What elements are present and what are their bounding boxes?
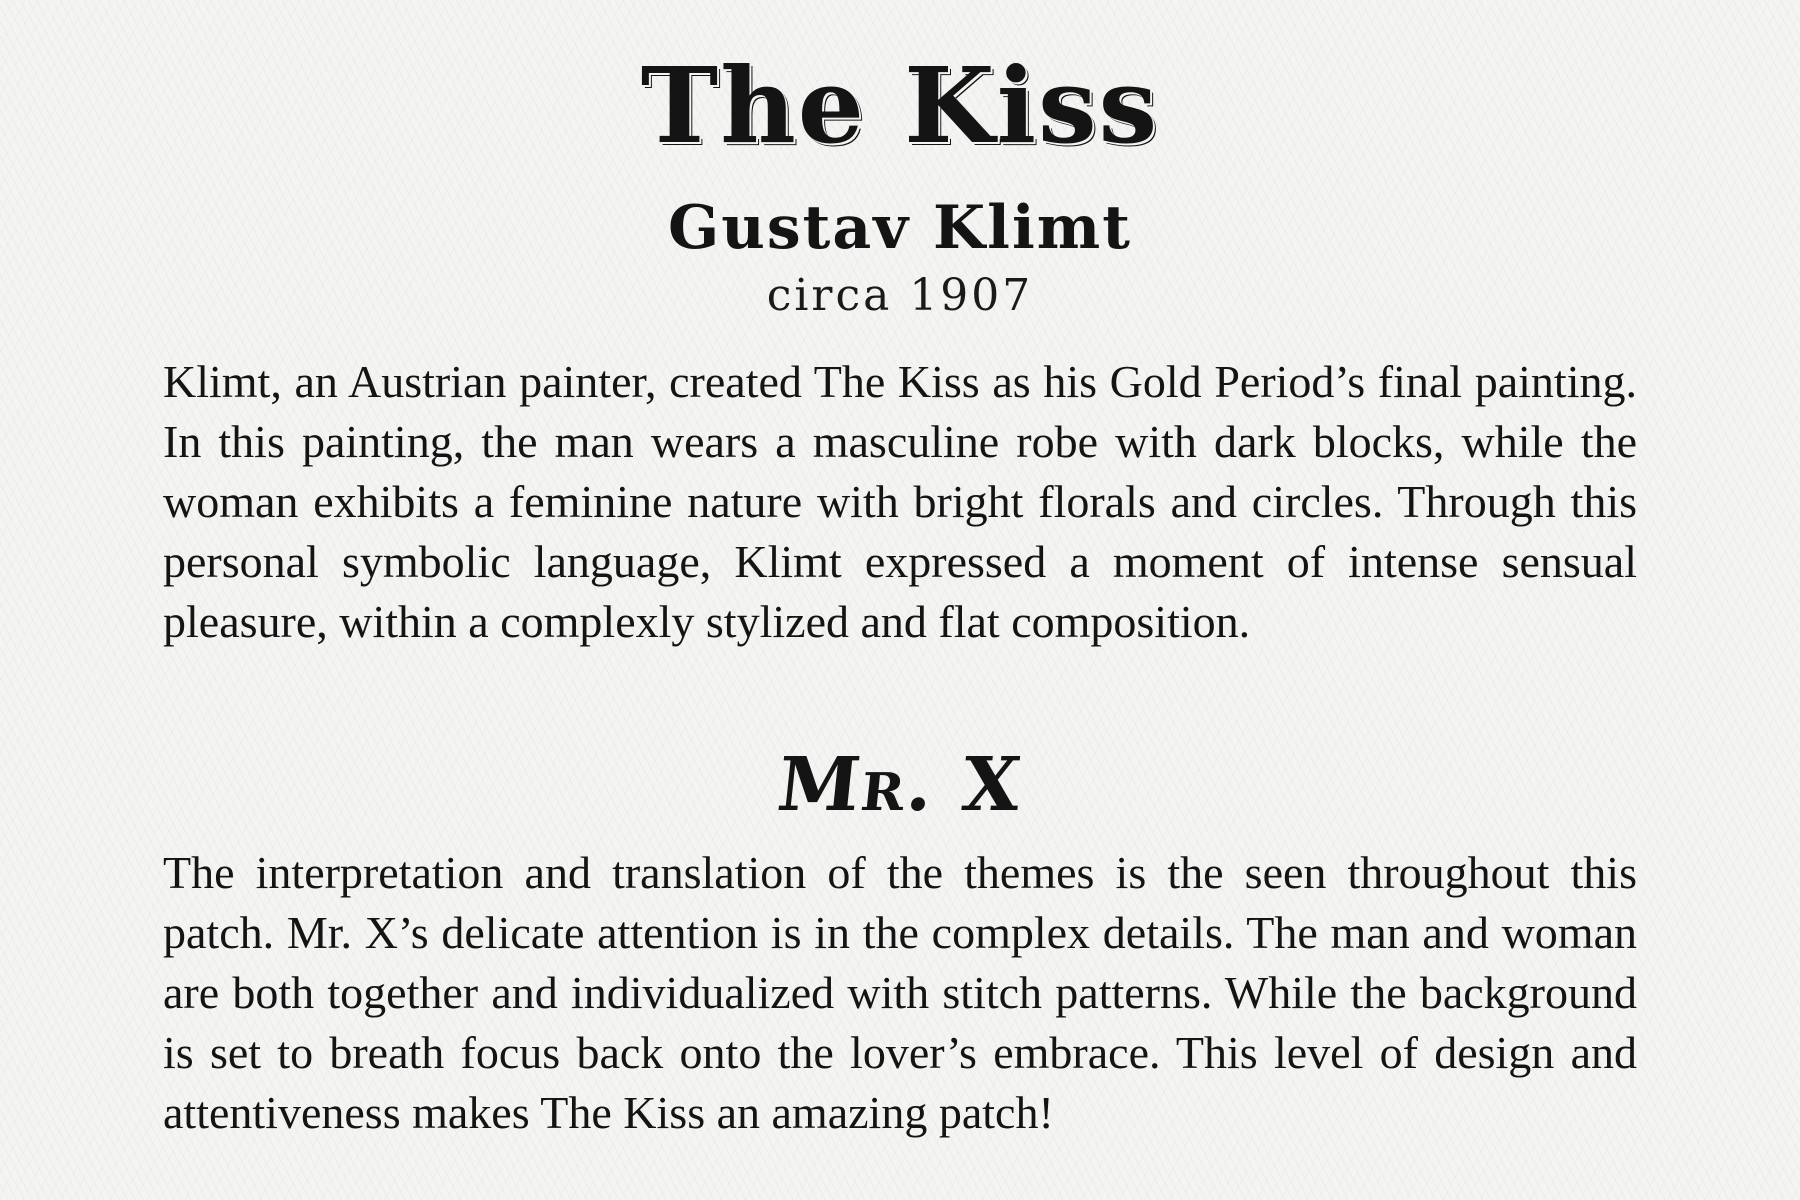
painting-date: circa 1907: [766, 270, 1034, 321]
interpretation-text: The interpretation and translation of the themes is the seen throughout this patch. Mr. X’s delicate attention is in the complex details. The man and woman are both together and individualized with stitch patterns. While the background is set to breath focus back onto the lover’s embrace. This level of design and attentiveness makes The Kiss an amazing patch!: [163, 847, 1637, 1138]
interpretation-heading: Mr. X: [773, 742, 1027, 828]
artist-name: Gustav Klimt: [668, 193, 1132, 263]
page-title: The Kiss: [640, 44, 1160, 167]
painting-description: Klimt, an Austrian painter, created The Kiss as his Gold Period’s final painting. In this painting, the man wears a masculine robe with dark blocks, while the woman exhibits a feminine nature with bright florals and circles. Through this personal symbolic language, Klimt expressed a moment of intense sensual pleasure, within a complexly stylized and flat composition.: [163, 356, 1637, 647]
